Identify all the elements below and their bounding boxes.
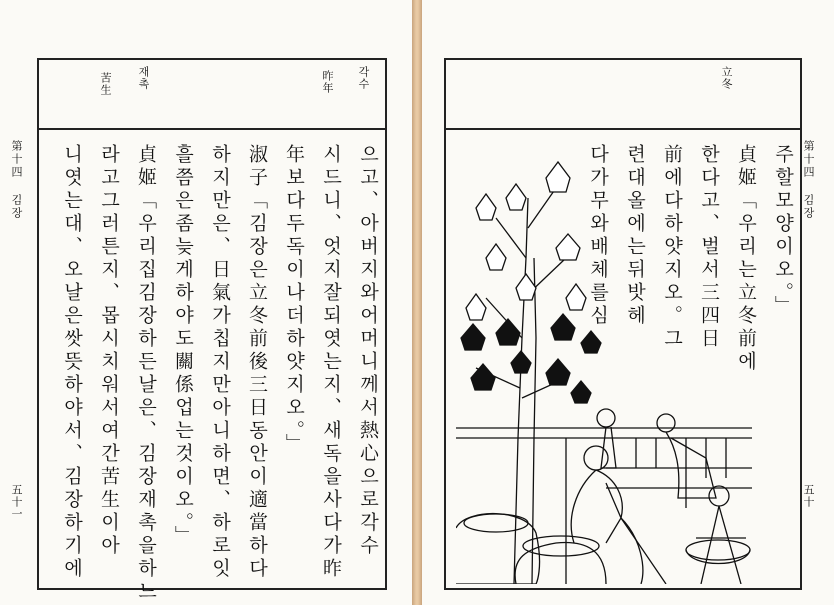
glossary-note: 立冬 — [720, 66, 733, 90]
body-column: 前에다하얏지오。그 — [661, 144, 683, 351]
body-column: 貞姬「우리집김장하든날은、김장재촉을하느 — [135, 144, 157, 604]
body-column: 련대올에는뒤밧헤 — [624, 144, 646, 328]
body-column: 주할모양이오。」 — [772, 144, 794, 319]
body-column: 年보다두독이나더하얏지오。」 — [283, 144, 305, 457]
glossary-note: 각수 — [357, 66, 370, 90]
body-column: 淑子「김장은立冬前後三日동안이適當하다 — [246, 144, 268, 581]
body-column: 貞姬「우리는立冬前에 — [735, 144, 757, 374]
body-column: 으고、아버지와어머니께서熱心으로각수 — [357, 144, 379, 558]
right-page — [422, 0, 834, 605]
body-column: 다가무와배체를심 — [587, 144, 609, 328]
body-column: 라고그러튼지、몹시치워서여간苦生이아 — [98, 144, 120, 558]
left-page — [0, 0, 412, 605]
glossary-note: 苦生 — [99, 72, 112, 96]
glossary-band — [446, 60, 800, 130]
chapter-label: 第十四 김장 — [10, 140, 23, 220]
chapter-label: 第十四 김장 — [802, 140, 815, 220]
body-column: 니엿는대、오날은쌋뜻하야서、김장하기에 — [61, 144, 83, 581]
glossary-note: 昨年 — [321, 70, 334, 94]
glossary-note: 재촉 — [137, 66, 150, 90]
body-column: 한다고、벌서三四日 — [698, 144, 720, 351]
book-gutter — [412, 0, 422, 605]
page-number: 五十 — [802, 484, 815, 508]
glossary-band — [39, 60, 385, 130]
body-column: 하지만은、日氣가칩지만아니하면、하로잇 — [209, 144, 231, 581]
text-frame — [444, 58, 802, 590]
body-column: 흘쯤은좀늦게하야도關係업는것이오。」 — [172, 144, 194, 549]
page-number: 五十一 — [10, 484, 23, 520]
text-frame — [37, 58, 387, 604]
body-column: 시드니、엇지잘되엿는지、새독을사다가昨 — [320, 144, 342, 581]
